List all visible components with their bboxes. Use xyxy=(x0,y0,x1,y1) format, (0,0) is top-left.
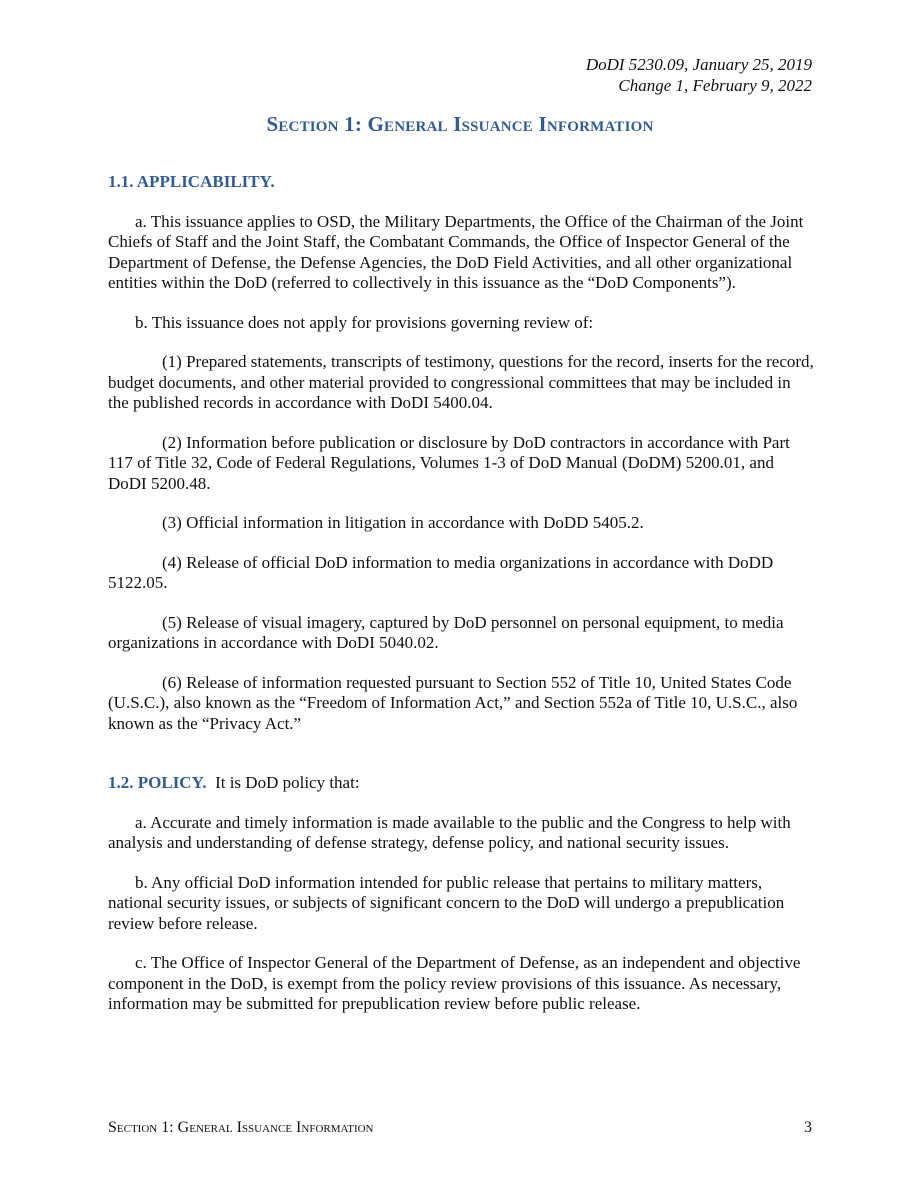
running-footer xyxy=(108,1119,812,1137)
subparagraph-4: (4) Release of official DoD information to media organizations in accordance with DoDD 5122.05. xyxy=(108,552,774,592)
doc-id: DoDI 5230.09, January 25, 2019 xyxy=(585,55,812,74)
footer-section: Section 1: General Issuance Information xyxy=(108,1119,374,1136)
subparagraph-3: (3) Official information in litigation in accordance with DoDD 5405.2. xyxy=(162,513,644,532)
policy-item-a: a. Accurate and timely information is made available to the public and the Congress to help with analysis and understanding of defense strategy, defense policy, and national security issues. xyxy=(108,812,791,852)
subparagraph-2: (2) Information before publication or disclosure by DoD contractors in accordance with Part 117 of Title 32, Code of Federal Regulations, Volumes 1-3 of DoD Manual (DoDM) 5200.01, and DoDI 5200.48. xyxy=(108,432,790,493)
running-header xyxy=(586,54,812,96)
page-number: 3 xyxy=(804,1119,812,1136)
subparagraph-1: (1) Prepared statements, transcripts of testimony, questions for the record, inserts for the record, budget documents, and other material provided to congressional committees that may be included in the published records in accordance with DoDI 5400.04. xyxy=(108,352,814,412)
policy-lead: It is DoD policy that: xyxy=(215,773,360,792)
policy-heading xyxy=(108,773,814,794)
document-body xyxy=(108,172,814,1034)
change-line: Change 1, February 9, 2022 xyxy=(618,76,812,95)
policy-item-b: b. Any official DoD information intended for public release that pertains to military matters, national security issues, or subjects of significant concern to the DoD will undergo a prepublication review before release. xyxy=(108,872,785,933)
policy-item-c: c. The Office of Inspector General of the Department of Defense, as an independent and objective component in the DoD, is exempt from the policy review provisions of this issuance. As necessary, information may be submitted for prepublication review before public release. xyxy=(108,953,801,1013)
paragraph-a: a. This issuance applies to OSD, the Military Departments, the Office of the Chairman of the Joint Chiefs of Staff and the Joint Staff, the Combatant Commands, the Office of Inspector General of the Department of Defense, the Defense Agencies, the DoD Field Activities, and all other organizational entities within the DoD (referred to collectively in this issuance as the “DoD Components”). xyxy=(108,211,804,292)
section-title: Section 1: General Issuance Information xyxy=(266,112,654,136)
policy-heading-label: 1.2. POLICY. xyxy=(108,773,207,792)
applicability-heading: 1.1. APPLICABILITY. xyxy=(108,172,275,191)
subparagraph-5: (5) Release of visual imagery, captured by DoD personnel on personal equipment, to media organizations in accordance with DoDI 5040.02. xyxy=(108,612,784,652)
subparagraph-6: (6) Release of information requested pursuant to Section 552 of Title 10, United States Code (U.S.C.), also known as the “Freedom of Information Act,” and Section 552a of Title 10, U.S.C., also known as the “Privacy Act.” xyxy=(108,672,798,733)
paragraph-b: b. This issuance does not apply for provisions governing review of: xyxy=(135,312,594,332)
